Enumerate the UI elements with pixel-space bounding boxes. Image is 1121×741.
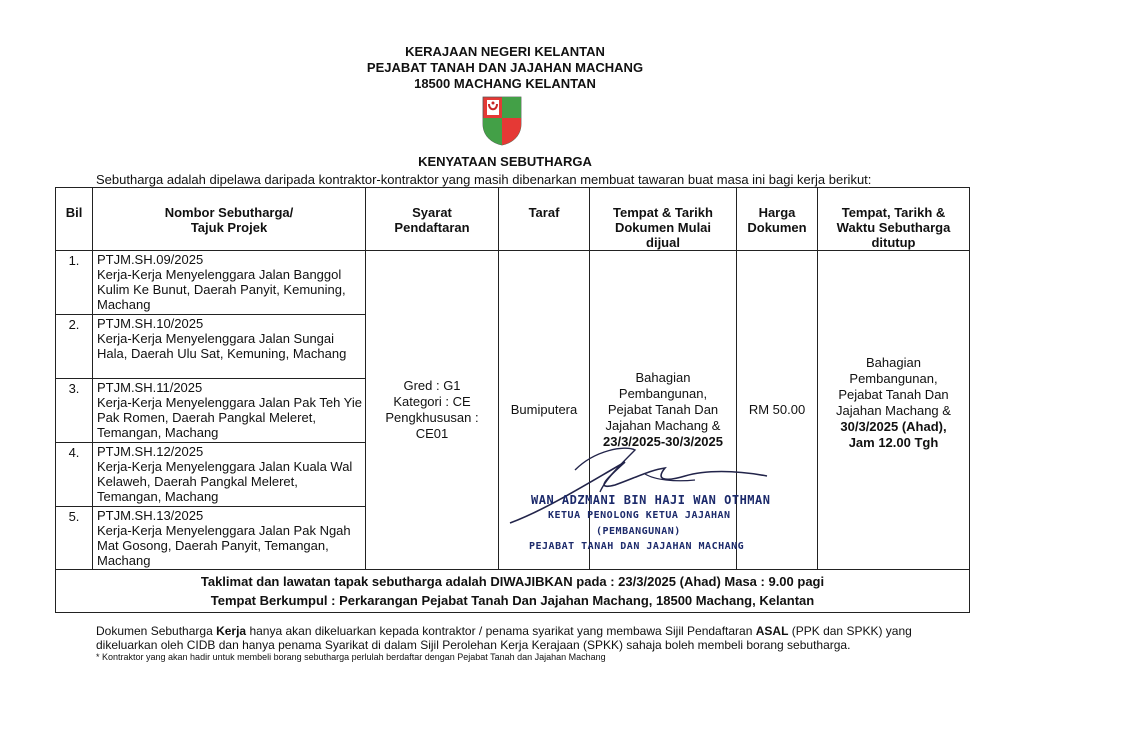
row-title: Kerja-Kerja Menyelenggara Jalan Pak Teh Yie Pak Romen, Daerah Pangkal Meleret, Temangan, Machang [97,395,362,440]
row-ref: PTJM.SH.11/2025 [97,380,203,395]
header-bil: Bil [56,188,93,251]
row-project [93,443,366,507]
row-project [93,379,366,443]
tempat-mula-cell: Bahagian Pembangunan, Pejabat Tanah Dan Jajahan Machang & 23/3/2025-30/3/2025 [590,251,737,570]
taraf-cell: Bumiputera [499,251,590,570]
header-line-1: KERAJAAN NEGERI KELANTAN [405,44,605,59]
note-small: * Kontraktor yang akan hadir untuk membeli borang sebutharga perlulah berdaftar dengan Pejabat Tanah dan Jajahan Machang [96,652,606,662]
header-nombor: Nombor Sebutharga/ Tajuk Projek [93,188,366,251]
row-ref: PTJM.SH.12/2025 [97,444,204,459]
header-line-2: PEJABAT TANAH DAN JAJAHAN MACHANG [366,60,644,75]
header-line-3: 18500 MACHANG KELANTAN [414,76,596,91]
intro-text: Sebutharga adalah dipelawa daripada kontraktor-kontraktor yang masih dibenarkan membuat tawaran buat masa ini bagi kerja berikut: [96,172,872,187]
row-title: Kerja-Kerja Menyelenggara Jalan Pak Ngah Mat Gosong, Daerah Panyit, Temangan, Machang [97,523,351,568]
note-paragraph: Dokumen Sebutharga Kerja hanya akan dikeluarkan kepada kontraktor / penama syarikat yang membawa Sijil Pendaftaran ASAL (PPK dan SPKK) yang dikeluarkan oleh CIDB dan hanya penama Syarikat di dalam Sijil Perolehan Kerja Kerajaan (SPKK) sahaja boleh membeli borang sebutharga. [96,624,912,652]
notes-section [96,624,976,663]
briefing-line-2: Tempat Berkumpul : Perkarangan Pejabat Tanah Dan Jajahan Machang, 18500 Machang, Kelantan [210,593,815,608]
row-ref: PTJM.SH.10/2025 [97,316,204,331]
header-taraf: Taraf [499,188,590,251]
syarat-cell: Gred : G1 Kategori : CE Pengkhususan : CE01 [366,251,499,570]
row-bil: 5. [56,507,93,570]
stamp-division: (PEMBANGUNAN) [596,526,681,537]
row-project [93,251,366,315]
kelantan-crest-icon [482,96,522,146]
row-title: Kerja-Kerja Menyelenggara Jalan Kuala Wal Kelaweh, Daerah Pangkal Meleret, Temangan, Machang [97,459,353,504]
briefing-cell [56,570,970,613]
briefing-row [56,570,970,613]
row-bil: 1. [56,251,93,315]
stamp-name: WAN ADZMANI BIN HAJI WAN OTHMAN [531,493,771,507]
tempat-tutup-cell: Bahagian Pembangunan, Pejabat Tanah Dan Jajahan Machang & 30/3/2025 (Ahad), Jam 12.00 Tgh [818,251,970,570]
row-title: Kerja-Kerja Menyelenggara Jalan Banggol Kulim Ke Bunut, Daerah Panyit, Kemuning, Machang [97,267,346,312]
row-title: Kerja-Kerja Menyelenggara Jalan Sungai Hala, Daerah Ulu Sat, Kemuning, Machang [97,331,347,361]
row-bil: 3. [56,379,93,443]
header-tempat-mula: Tempat & Tarikh Dokumen Mulai dijual [590,188,737,251]
briefing-line-1: Taklimat dan lawatan tapak sebutharga adalah DIWAJIBKAN pada : 23/3/2025 (Ahad) Masa : 9.00 pagi [200,574,825,589]
header-harga: Harga Dokumen [737,188,818,251]
table-header-row [56,188,970,251]
header-syarat: Syarat Pendaftaran [366,188,499,251]
table-row [56,251,970,315]
harga-cell: RM 50.00 [737,251,818,570]
stamp-position: KETUA PENOLONG KETUA JAJAHAN [548,510,731,521]
stamp-office: PEJABAT TANAH DAN JAJAHAN MACHANG [529,541,745,552]
row-project [93,507,366,570]
document-title: KENYATAAN SEBUTHARGA [418,154,592,169]
header-tempat-tutup: Tempat, Tarikh & Waktu Sebutharga ditutup [818,188,970,251]
row-project [93,315,366,379]
row-bil: 4. [56,443,93,507]
row-ref: PTJM.SH.13/2025 [97,508,204,523]
row-bil: 2. [56,315,93,379]
row-ref: PTJM.SH.09/2025 [97,252,204,267]
